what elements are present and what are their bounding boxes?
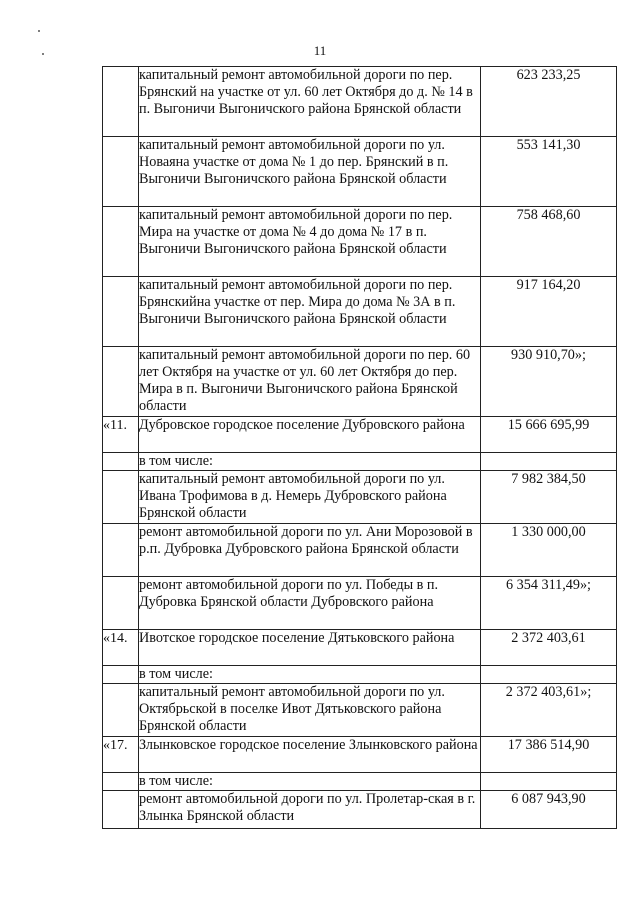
item-number-cell [103,684,139,737]
amount-cell: 758 468,60 [481,207,617,277]
table-row [103,737,617,773]
description-cell: капитальный ремонт автомобильной дороги по пер. Мира на участке от дома № 4 до дома № 17 в п. Выгоничи Выгоничского района Брянской области [139,207,481,277]
table-row [103,417,617,453]
description-cell: в том числе: [139,773,481,791]
item-number-cell: «17. [103,737,139,773]
amount-cell [481,453,617,471]
amount-cell: 2 372 403,61»; [481,684,617,737]
description-cell: капитальный ремонт автомобильной дороги по пер. Брянский на участке от ул. 60 лет Октября до д. № 14 в п. Выгоничи Выгоничского района Брянской области [139,67,481,137]
amount-cell: 623 233,25 [481,67,617,137]
amount-cell [481,773,617,791]
item-number-cell [103,471,139,524]
description-cell: Ивотское городское поселение Дятьковского района [139,630,481,666]
amount-cell: 917 164,20 [481,277,617,347]
scan-speck [38,30,40,32]
item-number-cell [103,277,139,347]
amount-cell: 553 141,30 [481,137,617,207]
item-number-cell [103,453,139,471]
table-row [103,137,617,207]
item-number-cell: «11. [103,417,139,453]
amount-cell: 1 330 000,00 [481,524,617,577]
table-row [103,471,617,524]
item-number-cell [103,773,139,791]
table-row [103,666,617,684]
description-cell: капитальный ремонт автомобильной дороги по ул. Октябрьской в поселке Ивот Дятьковского района Брянской области [139,684,481,737]
amount-cell [481,666,617,684]
item-number-cell [103,666,139,684]
item-number-cell [103,137,139,207]
amount-cell: 6 087 943,90 [481,791,617,829]
description-cell: капитальный ремонт автомобильной дороги по пер. Брянскийна участке от пер. Мира до дома № 3А в п. Выгоничи Выгоничского района Брянской области [139,277,481,347]
amount-cell: 7 982 384,50 [481,471,617,524]
amount-cell: 930 910,70»; [481,347,617,417]
item-number-cell [103,524,139,577]
table-row [103,277,617,347]
item-number-cell [103,67,139,137]
table-row [103,347,617,417]
table-row [103,207,617,277]
amount-cell: 2 372 403,61 [481,630,617,666]
amount-cell: 6 354 311,49»; [481,577,617,630]
item-number-cell [103,347,139,417]
table-row [103,524,617,577]
description-cell: капитальный ремонт автомобильной дороги по ул. Ивана Трофимова в д. Немерь Дубровского района Брянской области [139,471,481,524]
table-row [103,453,617,471]
table-row [103,577,617,630]
table-row [103,630,617,666]
table-row [103,773,617,791]
table-row [103,684,617,737]
item-number-cell [103,577,139,630]
description-cell: капитальный ремонт автомобильной дороги по пер. 60 лет Октября на участке от ул. 60 лет Октября до пер. Мира в п. Выгоничи Выгоничского района Брянской области [139,347,481,417]
item-number-cell [103,791,139,829]
description-cell: в том числе: [139,666,481,684]
budget-allocation-table [102,66,617,829]
page-number: 11 [313,43,327,58]
description-cell: Злынковское городское поселение Злынковского района [139,737,481,773]
description-cell: ремонт автомобильной дороги по ул. Пролетар-ская в г. Злынка Брянской области [139,791,481,829]
description-cell: капитальный ремонт автомобильной дороги по ул. Новаяна участке от дома № 1 до пер. Брянский в п. Выгоничи Выгоничского района Брянской области [139,137,481,207]
amount-cell: 17 386 514,90 [481,737,617,773]
table-row [103,67,617,137]
description-cell: ремонт автомобильной дороги по ул. Победы в п. Дубровка Брянской области Дубровского района [139,577,481,630]
description-cell: Дубровское городское поселение Дубровского района [139,417,481,453]
description-cell: ремонт автомобильной дороги по ул. Ани Морозовой в р.п. Дубровка Дубровского района Брянской области [139,524,481,577]
table-row [103,791,617,829]
item-number-cell: «14. [103,630,139,666]
amount-cell: 15 666 695,99 [481,417,617,453]
item-number-cell [103,207,139,277]
description-cell: в том числе: [139,453,481,471]
